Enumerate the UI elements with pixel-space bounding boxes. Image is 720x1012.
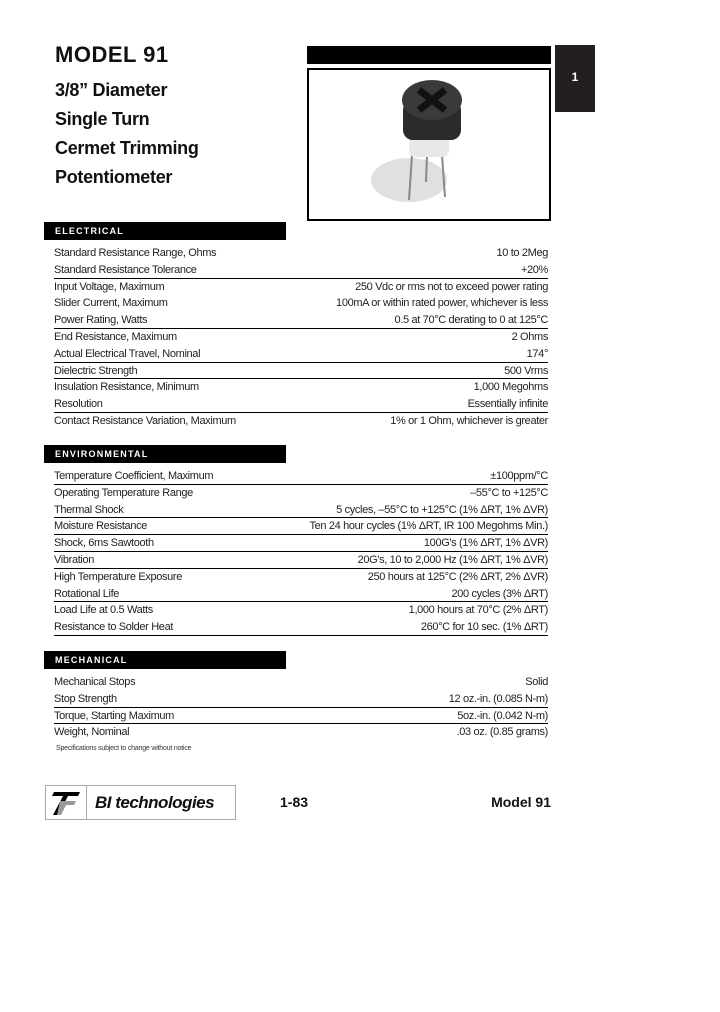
spec-label: Power Rating, Watts <box>54 314 148 327</box>
spec-label: Resistance to Solder Heat <box>54 621 174 634</box>
spec-row <box>54 502 548 519</box>
spec-label: Dielectric Strength <box>54 364 138 377</box>
spec-row <box>54 602 548 619</box>
spec-value: 100mA or within rated power, whichever is less <box>336 297 548 310</box>
subtitle-line: Single Turn <box>55 109 150 129</box>
spec-row <box>54 329 548 346</box>
spec-row <box>54 468 548 485</box>
spec-value: +20% <box>520 263 548 276</box>
spec-row <box>54 262 548 279</box>
spec-value: 1% or 1 Ohm, whichever is greater <box>390 414 548 427</box>
section-heading: ELECTRICAL <box>44 222 286 240</box>
spec-value: –55°C to +125°C <box>470 486 548 499</box>
brand-name: BI technologies <box>95 792 215 812</box>
spec-label: High Temperature Exposure <box>54 570 183 583</box>
spec-row <box>54 485 548 502</box>
photo-header-bar <box>307 46 551 64</box>
spec-value: Essentially infinite <box>467 398 548 411</box>
spec-row <box>54 724 548 741</box>
mechanical-section <box>44 651 548 752</box>
subtitle-line: 3/8” Diameter <box>55 80 168 100</box>
company-logo <box>45 785 236 820</box>
subtitle-line: Potentiometer <box>55 167 173 187</box>
spec-value: ±100ppm/°C <box>490 470 548 482</box>
spec-label: Thermal Shock <box>54 503 124 516</box>
spec-label: Standard Resistance Tolerance <box>54 263 197 276</box>
spec-label: Slider Current, Maximum <box>54 297 168 310</box>
spec-row <box>54 518 548 535</box>
spec-value: 10 to 2Meg <box>496 247 548 259</box>
spec-value: 500 Vrms <box>504 364 548 377</box>
spec-value: 174° <box>526 347 548 360</box>
spec-value: 250 Vdc or rms not to exceed power rating <box>355 280 548 293</box>
product-title <box>55 42 199 192</box>
spec-label: Standard Resistance Range, Ohms <box>54 247 217 259</box>
spec-value: .03 oz. (0.85 grams) <box>456 726 548 739</box>
spec-label: Mechanical Stops <box>54 676 136 688</box>
spec-row <box>54 708 548 725</box>
spec-row <box>54 552 548 569</box>
spec-label: Resolution <box>54 398 103 411</box>
spec-row <box>54 396 548 413</box>
subtitle-line: Cermet Trimming <box>55 138 199 158</box>
spec-label: Vibration <box>54 553 95 566</box>
spec-row <box>54 586 548 603</box>
spec-value: 0.5 at 70°C derating to 0 at 125°C <box>394 314 548 327</box>
spec-value: Ten 24 hour cycles (1% ΔRT, IR 100 Megohms Min.) <box>309 520 548 533</box>
page-number: 1-83 <box>280 794 309 810</box>
spec-row <box>54 295 548 312</box>
spec-value: 100G's (1% ΔRT, 1% ΔVR) <box>423 537 548 550</box>
potentiometer-image <box>309 70 549 219</box>
spec-value: Solid <box>525 676 548 688</box>
spec-value: 5oz.-in. (0.042 N-m) <box>457 709 548 722</box>
spec-label: Moisture Resistance <box>54 520 148 533</box>
spec-value: 200 cycles (3% ΔRT) <box>451 587 548 600</box>
spec-row <box>54 279 548 296</box>
spec-label: Input Voltage, Maximum <box>54 280 165 293</box>
model-heading: MODEL 91 <box>55 42 169 67</box>
spec-row <box>54 413 548 430</box>
spec-row <box>54 363 548 380</box>
footnote: Specifications subject to change without notice <box>56 745 192 753</box>
spec-row <box>54 619 548 636</box>
spec-row <box>54 691 548 708</box>
product-photo <box>307 68 551 221</box>
spec-label: Shock, 6ms Sawtooth <box>54 537 154 550</box>
spec-value: 5 cycles, –55°C to +125°C (1% ΔRT, 1% ΔVR) <box>336 503 548 516</box>
spec-row <box>54 535 548 552</box>
spec-label: Insulation Resistance, Minimum <box>54 381 199 394</box>
spec-row <box>54 379 548 396</box>
spec-label: End Resistance, Maximum <box>54 330 177 343</box>
section-heading: ENVIRONMENTAL <box>44 445 286 463</box>
spec-value: 2 Ohms <box>511 330 548 343</box>
spec-label: Operating Temperature Range <box>54 486 193 499</box>
spec-label: Torque, Starting Maximum <box>54 709 174 722</box>
spec-label: Load Life at 0.5 Watts <box>54 604 153 617</box>
spec-label: Weight, Nominal <box>54 726 130 739</box>
electrical-section <box>44 222 548 430</box>
spec-value: 1,000 Megohms <box>473 381 548 394</box>
spec-value: 20G's, 10 to 2,000 Hz (1% ΔRT, 1% ΔVR) <box>357 553 548 566</box>
spec-row <box>54 674 548 691</box>
spec-value: 260°C for 10 sec. (1% ΔRT) <box>420 621 548 634</box>
spec-label: Actual Electrical Travel, Nominal <box>54 347 201 360</box>
section-tab: 1 <box>555 45 595 112</box>
logo-mark-icon <box>46 786 87 819</box>
environmental-section <box>44 445 548 636</box>
spec-value: 1,000 hours at 70°C (2% ΔRT) <box>408 604 548 617</box>
section-heading: MECHANICAL <box>44 651 286 669</box>
spec-row <box>54 569 548 586</box>
footer-model: Model 91 <box>491 794 551 810</box>
spec-row <box>54 346 548 363</box>
spec-label: Contact Resistance Variation, Maximum <box>54 414 236 427</box>
spec-row <box>54 245 548 262</box>
spec-value: 12 oz.-in. (0.085 N-m) <box>448 692 548 705</box>
spec-label: Temperature Coefficient, Maximum <box>54 470 214 482</box>
spec-row <box>54 312 548 329</box>
spec-label: Rotational Life <box>54 587 120 600</box>
spec-value: 250 hours at 125°C (2% ΔRT, 2% ΔVR) <box>367 570 548 583</box>
spec-label: Stop Strength <box>54 692 117 705</box>
